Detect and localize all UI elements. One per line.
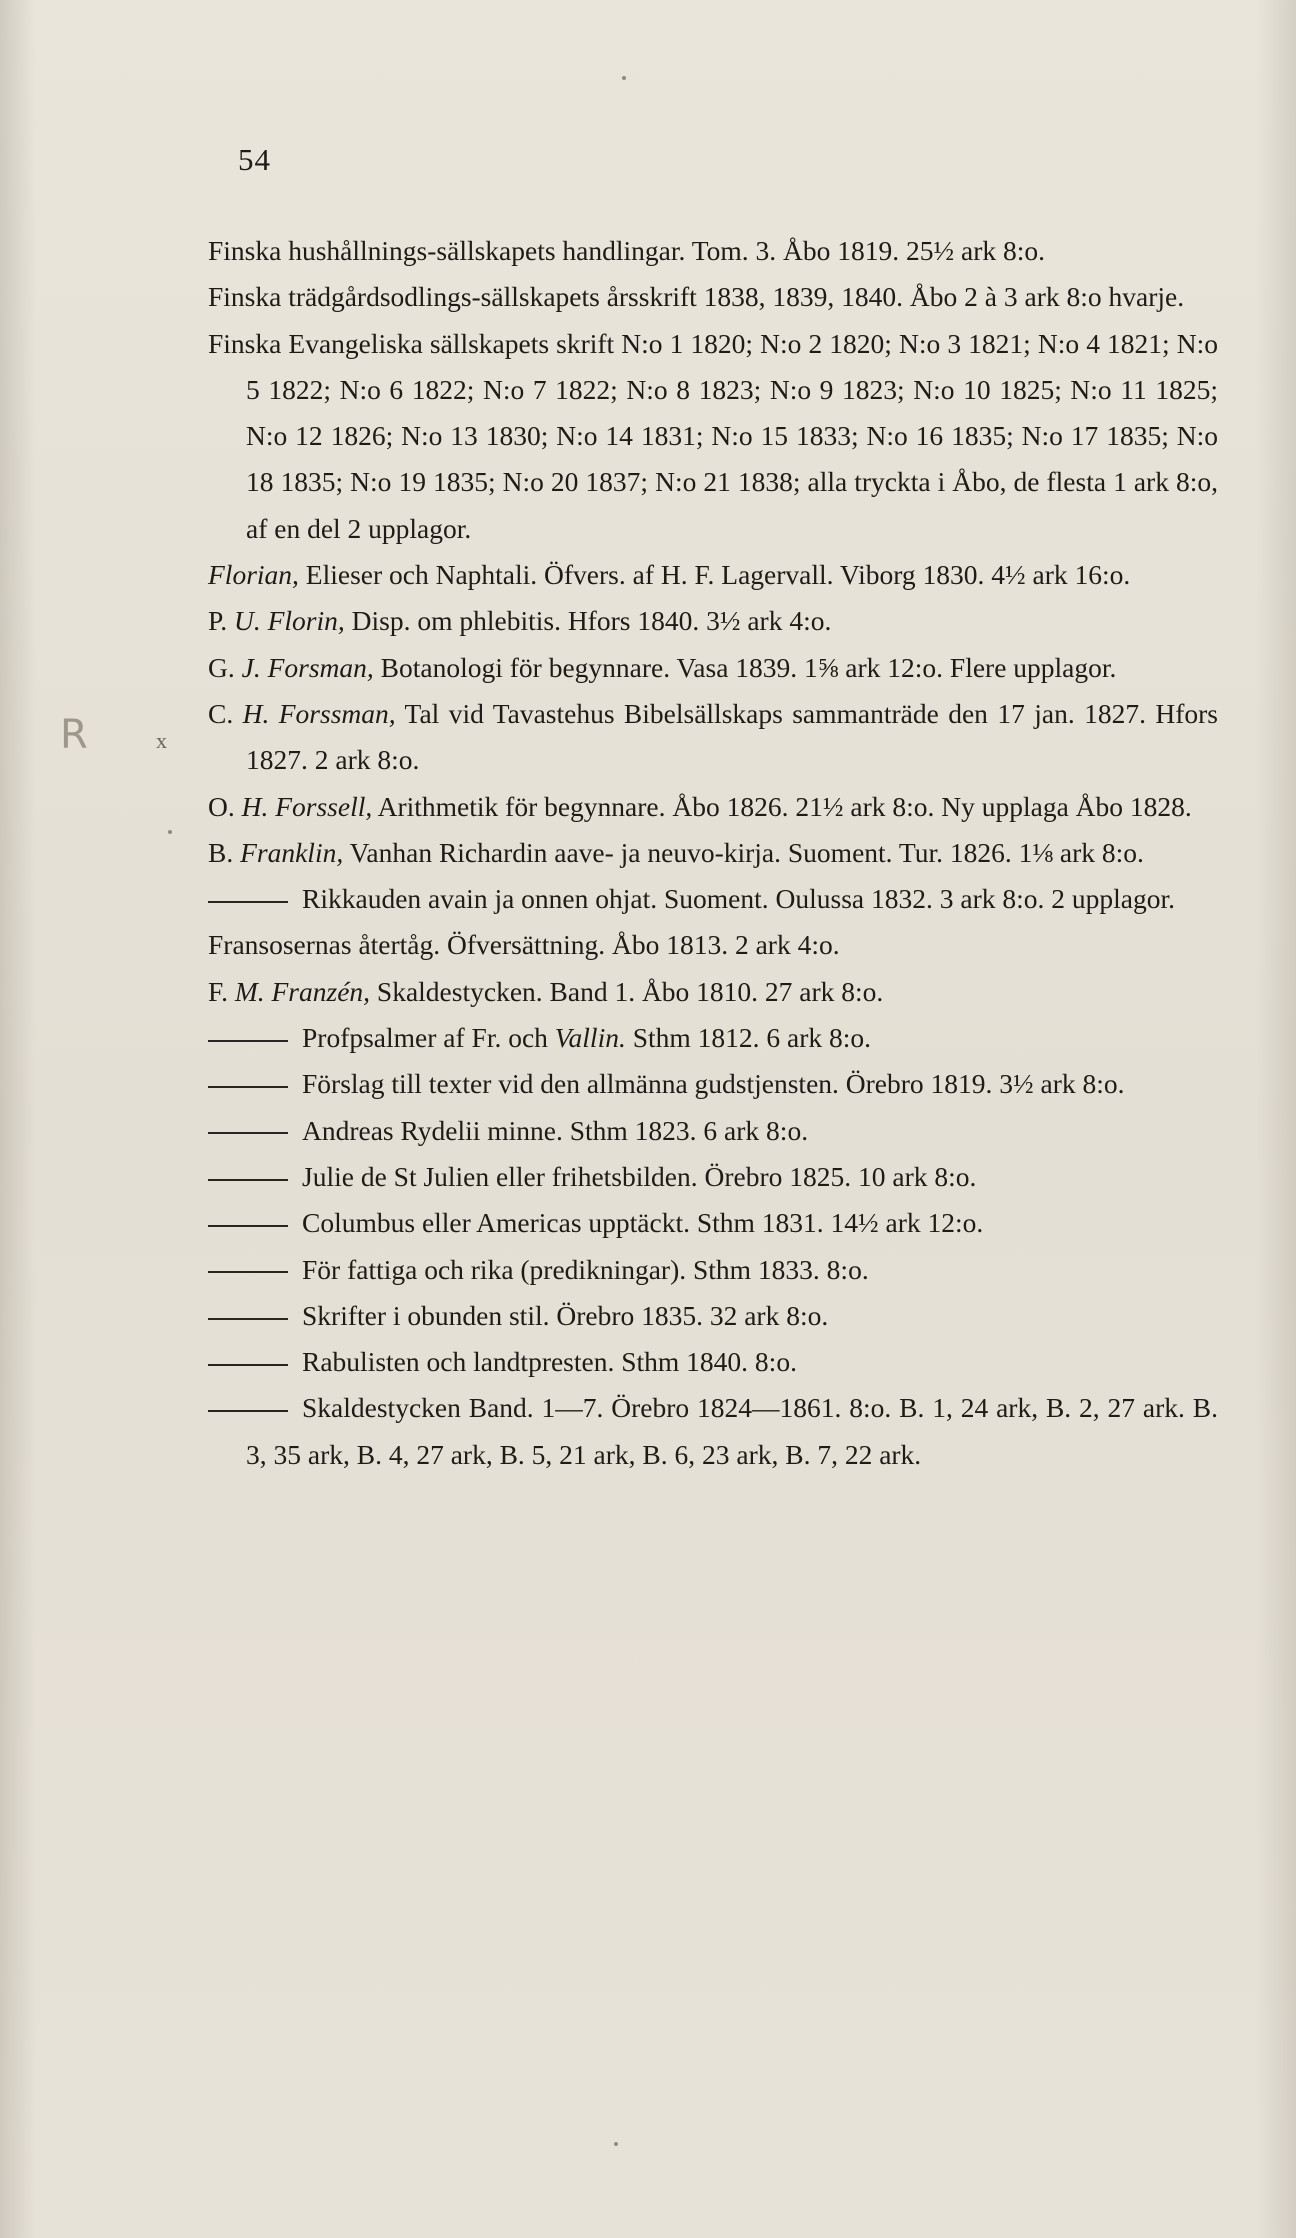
bibliography-entry [208, 552, 1218, 598]
bibliography-entry [208, 784, 1218, 830]
entry-text: Tal vid Tavastehus Bibelsällskaps sammanträde den 17 jan. 1827. Hfors 1827. 2 ark 8:o. [246, 697, 1218, 776]
entry-text: Elieser och Naphtali. Öfvers. af H. F. Lagervall. Viborg 1830. 4½ ark 16:o. [298, 559, 1131, 591]
bibliography-entry [208, 1339, 1218, 1385]
entry-text: Disp. om phlebitis. Hfors 1840. 3½ ark 4:o. [344, 605, 832, 637]
ink-speck [622, 76, 626, 80]
bibliography-entry [208, 321, 1218, 552]
bibliography-entry [208, 1247, 1218, 1293]
author-initial: P. [208, 605, 234, 637]
entry-text: Profpsalmer af Fr. och [302, 1022, 555, 1054]
page-gutter-shadow [0, 0, 36, 2238]
entry-text: Vanhan Richardin aave- ja neuvo-kirja. Suoment. Tur. 1826. 1⅛ ark 8:o. [343, 836, 1144, 868]
entry-text: Fransosernas återtåg. Öfversättning. Åbo 1813. 2 ark 4:o. [208, 929, 840, 961]
bibliography-entry [208, 1015, 1218, 1061]
entry-text: Skaldestycken Band. 1—7. Örebro 1824—1861. 8:o. B. 1, 24 ark, B. 2, 27 ark. B. 3, 35 ark, B. 4, 27 ark, B. 5, 21 ark, B. 6, 23 ark, B. 7, 22 ark. [246, 1392, 1218, 1470]
author-initial: F. [208, 975, 235, 1007]
author-initial: G. [208, 651, 242, 683]
author-initial: B. [208, 836, 241, 868]
ditto-dash [208, 1225, 288, 1227]
bibliography-entry [208, 1061, 1218, 1107]
ditto-dash [208, 901, 288, 903]
author-name: H. Forssell, [241, 790, 373, 822]
author-name: U. Florin, [234, 605, 345, 637]
entry-text: Rikkauden avain ja onnen ohjat. Suoment. Oulussa 1832. 3 ark 8:o. 2 upplagor. [302, 883, 1175, 915]
bibliography-entry [208, 1108, 1218, 1154]
ditto-dash [208, 1179, 288, 1181]
bibliography-entry [208, 830, 1218, 876]
page-edge-shadow [1256, 0, 1296, 2238]
bibliography-entry [208, 691, 1218, 784]
bibliography-entry [208, 1154, 1218, 1200]
bibliography-entry [208, 876, 1218, 922]
bibliography-entry [208, 274, 1218, 320]
ink-speck [614, 2142, 618, 2146]
ditto-dash [208, 1364, 288, 1366]
author-name: M. Franzén, [234, 975, 371, 1007]
margin-cross-mark: x [156, 728, 167, 753]
bibliography-entry [208, 228, 1218, 274]
entry-text: Rabulisten och landtpresten. Sthm 1840. 8:o. [302, 1346, 797, 1378]
ditto-dash [208, 1318, 288, 1320]
author-initial: O. [208, 790, 242, 822]
author-initial: C. [208, 697, 243, 729]
author-name: Vallin. [554, 1022, 626, 1054]
bibliography-entry [208, 922, 1218, 968]
page-number: 54 [238, 142, 271, 177]
ditto-dash [208, 1132, 288, 1134]
entry-text: Sthm 1812. 6 ark 8:o. [625, 1022, 872, 1054]
entry-text: För fattiga och rika (predikningar). Sthm 1833. 8:o. [302, 1253, 869, 1285]
ink-speck [168, 830, 172, 834]
entry-text: Skaldestycken. Band 1. Åbo 1810. 27 ark 8:o. [370, 975, 884, 1007]
ditto-dash [208, 1271, 288, 1273]
margin-note-handwritten: R [60, 712, 88, 758]
bibliography-entry [208, 1200, 1218, 1246]
bibliography-entry [208, 598, 1218, 644]
entry-text: Finska Evangeliska sällskapets skrift N:o 1 1820; N:o 2 1820; N:o 3 1821; N:o 4 1821; N:o 5 1822; N:o 6 1822; N:o 7 1822; N:o 8 1823; N:o 9 1823; N:o 10 1825; N:o 11 1825; N:o 12 1826; N:o 13 1830; N:o 14 1831; N:o 15 1833; N:o 16 1835; N:o 17 1835; N:o 18 1835; N:o 19 1835; N:o 20 1837; N:o 21 1838; alla tryckta i Åbo, de flesta 1 ark 8:o, af en del 2 upplagor. [208, 327, 1218, 544]
entry-text: Arithmetik för begynnare. Åbo 1826. 21½ ark 8:o. Ny upplaga Åbo 1828. [372, 790, 1192, 822]
entry-text: Andreas Rydelii minne. Sthm 1823. 6 ark 8:o. [302, 1114, 809, 1146]
ditto-dash [208, 1410, 288, 1412]
ditto-dash [208, 1040, 288, 1042]
entry-text: Columbus eller Americas upptäckt. Sthm 1831. 14½ ark 12:o. [302, 1207, 984, 1239]
entry-text: Förslag till texter vid den allmänna gudstjensten. Örebro 1819. 3½ ark 8:o. [302, 1068, 1125, 1100]
bibliography-list [208, 228, 1218, 1478]
entry-text: Finska hushållnings-sällskapets handlingar. Tom. 3. Åbo 1819. 25½ ark 8:o. [208, 235, 1046, 266]
author-name: Franklin, [240, 836, 344, 868]
entry-text: Finska trädgårdsodlings-sällskapets årsskrift 1838, 1839, 1840. Åbo 2 à 3 ark 8:o hvarje. [208, 281, 1185, 313]
bibliography-entry [208, 1385, 1218, 1478]
ditto-dash [208, 1086, 288, 1088]
author-name: H. Forssman, [242, 697, 396, 729]
entry-text: Botanologi för begynnare. Vasa 1839. 1⅝ ark 12:o. Flere upplagor. [373, 651, 1117, 683]
author-name: Florian, [208, 559, 299, 591]
bibliography-entry [208, 1293, 1218, 1339]
author-name: J. Forsman, [241, 651, 374, 683]
bibliography-entry [208, 969, 1218, 1015]
entry-text: Julie de St Julien eller frihetsbilden. Örebro 1825. 10 ark 8:o. [302, 1160, 977, 1192]
bibliography-entry [208, 645, 1218, 691]
entry-text: Skrifter i obunden stil. Örebro 1835. 32 ark 8:o. [302, 1299, 829, 1331]
